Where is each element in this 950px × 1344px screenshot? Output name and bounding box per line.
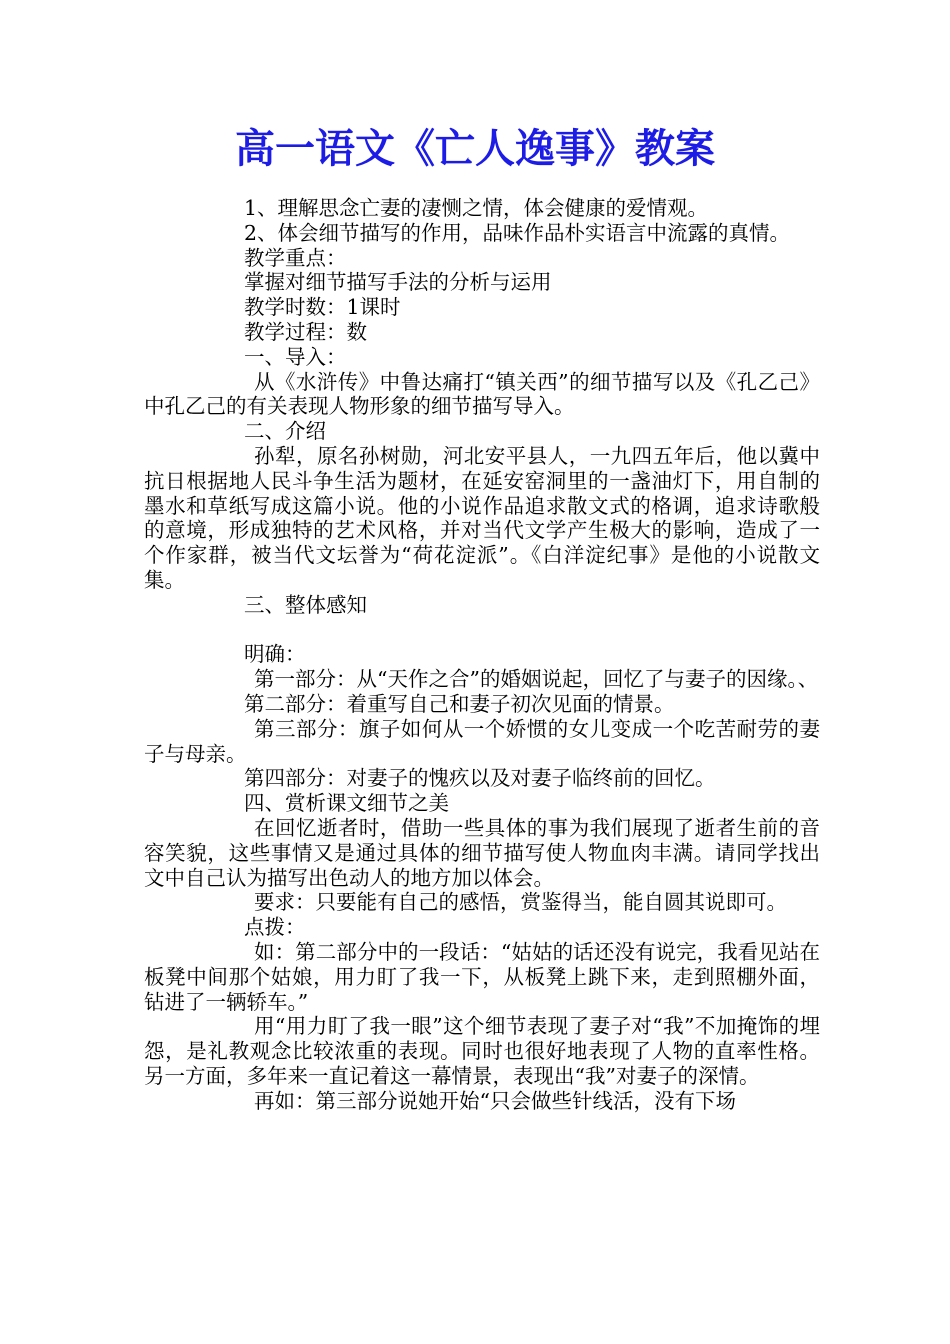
- objective-1: 1、理解思念亡妻的凄恻之情，体会健康的爱情观。: [244, 196, 709, 220]
- section-4-text: 在回忆逝者时，借助一些具体的事为我们展现了逝者生前的音容笑貌，这些事情又是通过具体的细节描写使人物血肉丰满。请同学找出文中自己认为描写出色动人的地方加以体会。: [144, 815, 820, 890]
- objective-2: 2、体会细节描写的作用，品味作品朴实语言中流露的真情。: [244, 220, 791, 245]
- example-2-quote: 再如：第三部分说她开始“只会做些针线活，没有下场: [254, 1088, 736, 1113]
- document-title: 高一语文《亡人逸事》教案: [235, 125, 715, 172]
- section-3-heading: 三、整体感知: [244, 592, 367, 617]
- section-4-heading: 四、赏析课文细节之美: [244, 791, 449, 816]
- clarify-label: 明确：: [244, 642, 306, 667]
- teaching-process: 教学过程：数: [244, 319, 367, 344]
- section-1-text: 从《水浒传》中鲁达痛打“镇关西”的细节描写以及《孔乙己》中孔乙己的有关表现人物形象的细节描写导入。: [144, 369, 820, 419]
- document-body: [144, 196, 820, 1113]
- example-1-analysis: 用“用力盯了我一眼”这个细节表现了妻子对“我”不加掩饰的埋怨，是礼教观念比较浓重的表现。同时也很好地表现了人物的直率性格。另一方面，多年来一直记着这一幕情景，表现出“我”对妻子的深情。: [144, 1014, 820, 1088]
- section-2-heading: 二、介绍: [244, 419, 326, 444]
- part-3-text: 第三部分：旗子如何从一个娇惯的女儿变成一个吃苦耐劳的妻子与母亲。: [144, 716, 820, 766]
- part-1-text: 第一部分：从“天作之合”的婚姻说起，回忆了与妻子的因缘。、: [254, 667, 819, 692]
- teaching-focus-text: 掌握对细节描写手法的分析与运用: [244, 270, 552, 295]
- requirement-text: 要求：只要能有自己的感悟，赏鉴得当，能自圆其说即可。: [254, 890, 787, 915]
- section-1-heading: 一、导入：: [244, 344, 347, 369]
- blank-line: [144, 618, 820, 643]
- teaching-focus-heading: 教学重点：: [244, 245, 347, 270]
- hint-label: 点拨：: [244, 915, 306, 940]
- part-2-text: 第二部分：着重写自己和妻子初次见面的情景。: [244, 691, 675, 716]
- part-4-text: 第四部分：对妻子的愧疚以及对妻子临终前的回忆。: [244, 766, 716, 791]
- example-1-quote: 如：第二部分中的一段话：“姑姑的话还没有说完，我看见站在板凳中间那个姑娘，用力盯了我一下，从板凳上跳下来，走到照棚外面，钻进了一辆轿车。”: [144, 939, 820, 1014]
- section-2-text: 孙犁，原名孙树勋，河北安平县人，一九四五年后，他以冀中抗日根据地人民斗争生活为题材，在延安窑洞里的一盏油灯下，用自制的墨水和草纸写成这篇小说。他的小说作品追求散文式的格调，追求诗歌般的意境，形成独特的艺术风格，并对当代文学产生极大的影响，造成了一个作家群，被当代文坛誉为“荷花淀派”。《白洋淀纪事》是他的小说散文集。: [144, 443, 820, 592]
- teaching-hours: 教学时数：1课时: [244, 295, 401, 320]
